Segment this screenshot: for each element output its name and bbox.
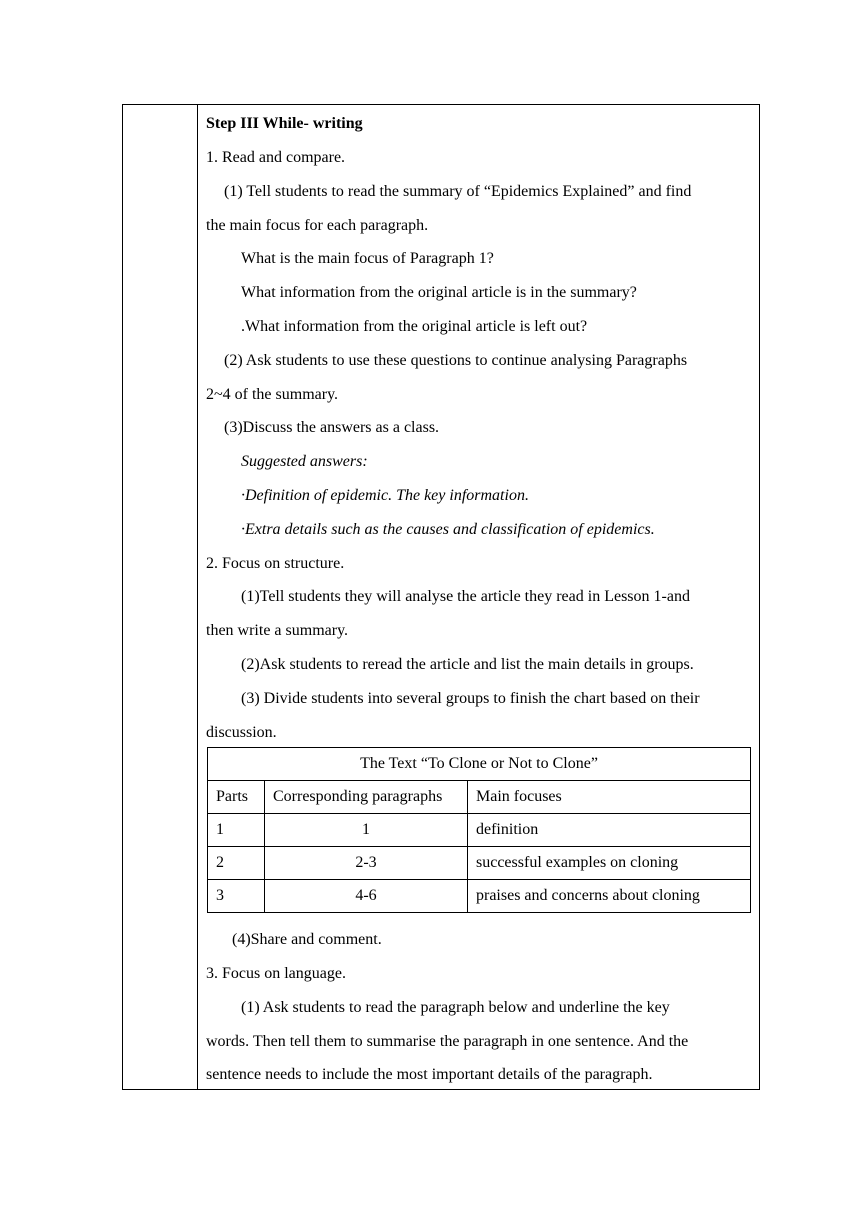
paragraph-line: (1)Tell students they will analyse the article they read in Lesson 1-and (241, 588, 690, 605)
header-main-focuses: Main focuses (468, 781, 751, 814)
table-row (208, 814, 751, 847)
chart-title: The Text “To Clone or Not to Clone” (208, 748, 751, 781)
paragraph-line: 2~4 of the summary. (206, 386, 339, 403)
cell-part: 1 (208, 814, 265, 847)
paragraph-line: (1) Ask students to read the paragraph below and underline the key (241, 999, 670, 1016)
section-heading: 3. Focus on language. (206, 965, 346, 982)
section-heading: 2. Focus on structure. (206, 555, 345, 572)
header-parts: Parts (208, 781, 265, 814)
paragraph-line: words. Then tell them to summarise the paragraph in one sentence. And the (206, 1033, 689, 1050)
cell-focus: successful examples on cloning (468, 847, 751, 880)
step-title: Step III While- writing (206, 115, 363, 132)
lesson-plan-table (122, 104, 760, 1090)
chart-title-row (208, 748, 751, 781)
cell-paragraphs: 1 (265, 814, 468, 847)
paragraph-line: the main focus for each paragraph. (206, 217, 429, 234)
cell-focus: definition (468, 814, 751, 847)
cell-part: 3 (208, 880, 265, 913)
question-line: .What information from the original article is left out? (241, 318, 588, 335)
right-column-cell (198, 105, 759, 1089)
table-row (208, 847, 751, 880)
paragraph-line: discussion. (206, 724, 277, 741)
paragraph-line: (1) Tell students to read the summary of “Epidemics Explained” and find (224, 183, 692, 200)
paragraph-line: (3)Discuss the answers as a class. (224, 419, 440, 436)
question-line: What is the main focus of Paragraph 1? (241, 250, 494, 267)
cell-part: 2 (208, 847, 265, 880)
header-paragraphs: Corresponding paragraphs (265, 781, 468, 814)
structure-chart (207, 747, 751, 913)
section-heading: 1. Read and compare. (206, 149, 346, 166)
cell-focus: praises and concerns about cloning (468, 880, 751, 913)
table-row (208, 880, 751, 913)
paragraph-line: sentence needs to include the most important details of the paragraph. (206, 1066, 653, 1083)
paragraph-line: (2)Ask students to reread the article and list the main details in groups. (241, 656, 694, 673)
cell-paragraphs: 4-6 (265, 880, 468, 913)
cell-paragraphs: 2-3 (265, 847, 468, 880)
paragraph-line: (2) Ask students to use these questions to continue analysing Paragraphs (224, 352, 688, 369)
answer-line: ·Definition of epidemic. The key information. (241, 487, 529, 504)
question-line: What information from the original article is in the summary? (241, 284, 637, 301)
paragraph-line: (4)Share and comment. (232, 931, 382, 948)
suggested-answers-label: Suggested answers: (241, 453, 368, 470)
chart-header-row (208, 781, 751, 814)
paragraph-line: (3) Divide students into several groups to finish the chart based on their (241, 690, 700, 707)
left-column-cell (123, 105, 198, 1089)
answer-line: ·Extra details such as the causes and classification of epidemics. (241, 521, 655, 538)
paragraph-line: then write a summary. (206, 622, 349, 639)
